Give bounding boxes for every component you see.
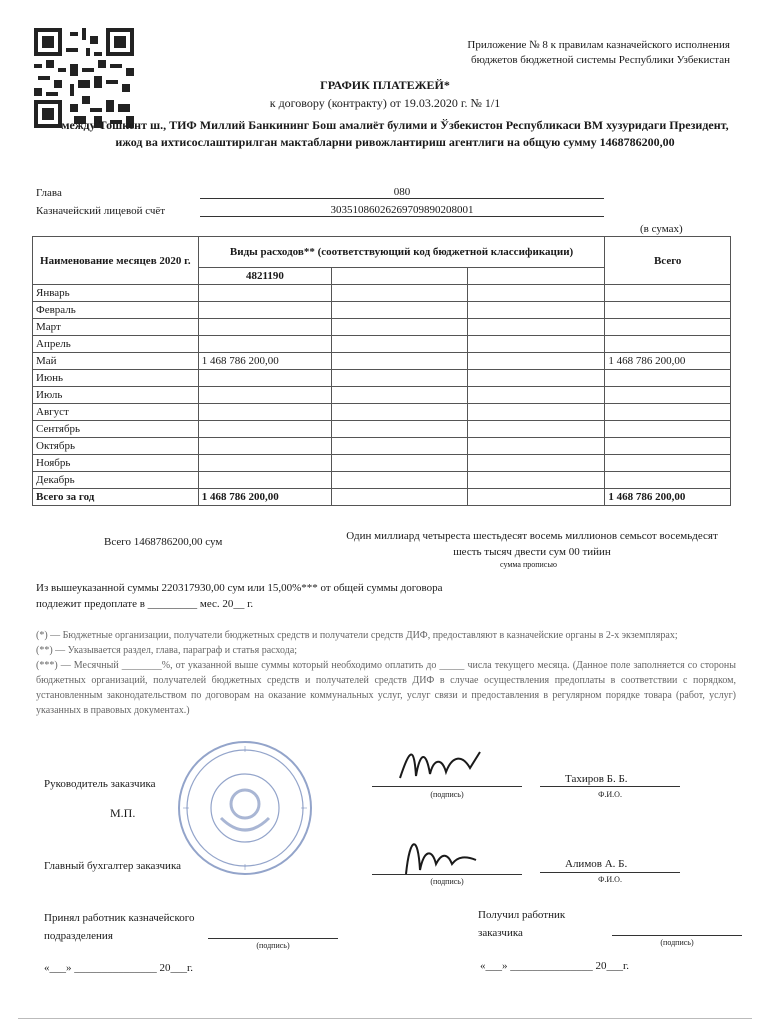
month-cell: Октябрь bbox=[33, 438, 199, 455]
table-row bbox=[33, 421, 731, 438]
receiver-label bbox=[478, 906, 565, 942]
head-signature-line bbox=[372, 786, 522, 787]
month-cell: Сентябрь bbox=[33, 421, 199, 438]
total-cell bbox=[605, 472, 731, 489]
month-cell: Январь bbox=[33, 285, 199, 302]
month-cell: Февраль bbox=[33, 302, 199, 319]
account-label: Казначейский лицевой счёт bbox=[36, 205, 166, 217]
table-row bbox=[33, 336, 731, 353]
total-cell bbox=[605, 370, 731, 387]
page-bottom-rule bbox=[18, 1018, 752, 1019]
amount-cell bbox=[198, 387, 332, 404]
table-row-total bbox=[33, 489, 731, 506]
treasury-signature-line bbox=[208, 938, 338, 939]
table-cell bbox=[332, 455, 468, 472]
total-cell bbox=[605, 285, 731, 302]
head-name-caption: Ф.И.О. bbox=[598, 790, 622, 799]
table-row bbox=[33, 319, 731, 336]
table-cell bbox=[332, 489, 468, 506]
table-cell bbox=[467, 438, 605, 455]
month-cell: Март bbox=[33, 319, 199, 336]
receiver-signature-caption: (подпись) bbox=[660, 938, 694, 947]
currency-note: (в сумах) bbox=[640, 223, 683, 235]
table-cell bbox=[332, 336, 468, 353]
document-title: ГРАФИК ПЛАТЕЖЕЙ* bbox=[320, 78, 450, 92]
budget-code-empty bbox=[467, 268, 605, 285]
total-total: 1 468 786 200,00 bbox=[605, 489, 731, 506]
total-in-words: Один миллиард четыреста шестьдесят восемь миллионов семьсот восемьдесят шесть тысяч двести сум 00 тийин bbox=[346, 530, 718, 558]
table-cell bbox=[332, 302, 468, 319]
table-row bbox=[33, 455, 731, 472]
accountant-label: Главный бухгалтер заказчика bbox=[44, 860, 182, 872]
footnote-3: (***) — Месячный ________%, от указанной выше суммы который необходимо оплатить до _____ числа текущего месяца. (Данное поле заполняется со стороны бюджетных организаций, получателей бюджетных средств и получателей средств ДИФ в случае осуществления предоплаты в соответствии с порядком, установленным законодательством по договорам на оказание коммунальных услуг, услуг связи и предоставления в регулярном порядке товара (работ, услуг) указанных в правовых документах.) bbox=[36, 660, 736, 716]
amount-cell bbox=[198, 285, 332, 302]
total-cell bbox=[605, 421, 731, 438]
head-signature-caption: (подпись) bbox=[430, 790, 464, 799]
receiver-label-line-1: Получил работник bbox=[478, 909, 566, 921]
total-cell bbox=[605, 336, 731, 353]
table-cell bbox=[332, 285, 468, 302]
total-label: Всего за год bbox=[33, 489, 199, 506]
footnote-1: (*) — Бюджетные организации, получатели бюджетных средств и получатели средств ДИФ, предоставляют в казначейские органы в 2-х экземплярах; bbox=[36, 630, 678, 641]
amount-cell bbox=[198, 336, 332, 353]
appendix-line-1: Приложение № 8 к правилам казначейского исполнения bbox=[467, 39, 730, 51]
table-cell bbox=[332, 438, 468, 455]
budget-code-empty bbox=[332, 268, 468, 285]
total-cell: 1 468 786 200,00 bbox=[605, 353, 731, 370]
payment-schedule-table bbox=[32, 236, 731, 506]
total-cell bbox=[605, 455, 731, 472]
month-cell: Май bbox=[33, 353, 199, 370]
table-row bbox=[33, 370, 731, 387]
account-value: 30351086026269709890208001 bbox=[200, 204, 604, 217]
table-row bbox=[33, 438, 731, 455]
col-expense-header: Виды расходов** (соответствующий код бюджетной классификации) bbox=[198, 237, 605, 268]
table-row bbox=[33, 285, 731, 302]
receiver-signature-line bbox=[612, 935, 742, 936]
head-signature-icon bbox=[390, 738, 490, 788]
receiver-label-line-2: заказчика bbox=[478, 927, 523, 939]
head-name-line bbox=[540, 786, 680, 787]
table-cell bbox=[332, 370, 468, 387]
total-amount: 1 468 786 200,00 bbox=[198, 489, 332, 506]
treasury-label-line-2: подразделения bbox=[44, 930, 113, 942]
total-cell bbox=[605, 302, 731, 319]
table-cell bbox=[332, 387, 468, 404]
total-sum: Всего 1468786200,00 сум bbox=[104, 536, 223, 548]
table-cell bbox=[332, 472, 468, 489]
head-label: Руководитель заказчика bbox=[44, 778, 156, 790]
treasury-signature-caption: (подпись) bbox=[256, 941, 290, 950]
table-cell bbox=[467, 285, 605, 302]
month-cell: Июнь bbox=[33, 370, 199, 387]
footnotes bbox=[36, 628, 736, 718]
chapter-value: 080 bbox=[200, 186, 604, 199]
contract-reference: к договору (контракту) от 19.03.2020 г. № 1/1 bbox=[269, 96, 501, 110]
total-cell bbox=[605, 387, 731, 404]
amount-cell bbox=[198, 455, 332, 472]
table-row bbox=[33, 387, 731, 404]
contract-parties: между Тошкент ш., ТИФ Миллий Банкининг Бош амалиёт булими и Ўзбекистон Республикаси ВМ хузуридаги Президент, ижод ва ихтисослаштирилган мактабларни ривожлантириш агентлиги на общую сумму 1468786200,00 bbox=[61, 118, 729, 149]
table-cell bbox=[467, 455, 605, 472]
table-cell bbox=[467, 302, 605, 319]
table-cell bbox=[467, 489, 605, 506]
accountant-signature-caption: (подпись) bbox=[430, 877, 464, 886]
amount-cell bbox=[198, 370, 332, 387]
amount-cell bbox=[198, 302, 332, 319]
table-cell bbox=[467, 421, 605, 438]
table-cell bbox=[332, 353, 468, 370]
budget-code: 4821190 bbox=[198, 268, 332, 285]
treasury-label-line-1: Принял работник казначейского bbox=[44, 912, 195, 924]
treasury-date: «___» _______________ 20___г. bbox=[44, 962, 194, 974]
receiver-date: «___» _______________ 20___г. bbox=[480, 960, 630, 972]
table-row bbox=[33, 302, 731, 319]
accountant-signature-icon bbox=[392, 830, 492, 880]
amount-cell bbox=[198, 404, 332, 421]
col-month-header: Наименование месяцев 2020 г. bbox=[33, 237, 199, 285]
table-row bbox=[33, 404, 731, 421]
treasury-label bbox=[44, 909, 194, 945]
accountant-name: Алимов А. Б. bbox=[565, 858, 628, 870]
table-cell bbox=[332, 421, 468, 438]
table-cell bbox=[467, 319, 605, 336]
table-row bbox=[33, 472, 731, 489]
accountant-name-caption: Ф.И.О. bbox=[598, 875, 622, 884]
table-cell bbox=[467, 404, 605, 421]
table-body bbox=[33, 285, 731, 489]
head-name: Тахиров Б. Б. bbox=[565, 773, 628, 785]
amount-cell: 1 468 786 200,00 bbox=[198, 353, 332, 370]
table-cell bbox=[467, 370, 605, 387]
total-cell bbox=[605, 319, 731, 336]
stamp-place: М.П. bbox=[110, 806, 136, 820]
footnote-2: (**) — Указывается раздел, глава, параграф и статья расхода; bbox=[36, 645, 298, 656]
month-cell: Июль bbox=[33, 387, 199, 404]
prepayment-line-1: Из вышеуказанной суммы 220317930,00 сум или 15,00%*** от общей суммы договора bbox=[36, 582, 443, 594]
table-cell bbox=[467, 353, 605, 370]
total-cell bbox=[605, 404, 731, 421]
accountant-name-line bbox=[540, 872, 680, 873]
table-cell bbox=[467, 336, 605, 353]
month-cell: Август bbox=[33, 404, 199, 421]
amount-cell bbox=[198, 421, 332, 438]
amount-cell bbox=[198, 472, 332, 489]
table-cell bbox=[467, 472, 605, 489]
prepayment-line-2: подлежит предоплате в _________ мес. 20__ г. bbox=[36, 598, 254, 610]
total-cell bbox=[605, 438, 731, 455]
month-cell: Апрель bbox=[33, 336, 199, 353]
table-cell bbox=[332, 319, 468, 336]
col-total-header: Всего bbox=[605, 237, 731, 285]
appendix-note bbox=[410, 38, 730, 68]
amount-cell bbox=[198, 319, 332, 336]
words-caption: сумма прописью bbox=[500, 560, 557, 569]
appendix-line-2: бюджетов бюджетной системы Республики Узбекистан bbox=[470, 54, 730, 66]
amount-cell bbox=[198, 438, 332, 455]
month-cell: Декабрь bbox=[33, 472, 199, 489]
table-cell bbox=[332, 404, 468, 421]
chapter-label: Глава bbox=[36, 187, 62, 199]
accountant-signature-line bbox=[372, 874, 522, 875]
month-cell: Ноябрь bbox=[33, 455, 199, 472]
official-stamp-icon bbox=[175, 738, 315, 878]
table-row bbox=[33, 353, 731, 370]
prepayment-note bbox=[36, 580, 636, 612]
table-cell bbox=[467, 387, 605, 404]
